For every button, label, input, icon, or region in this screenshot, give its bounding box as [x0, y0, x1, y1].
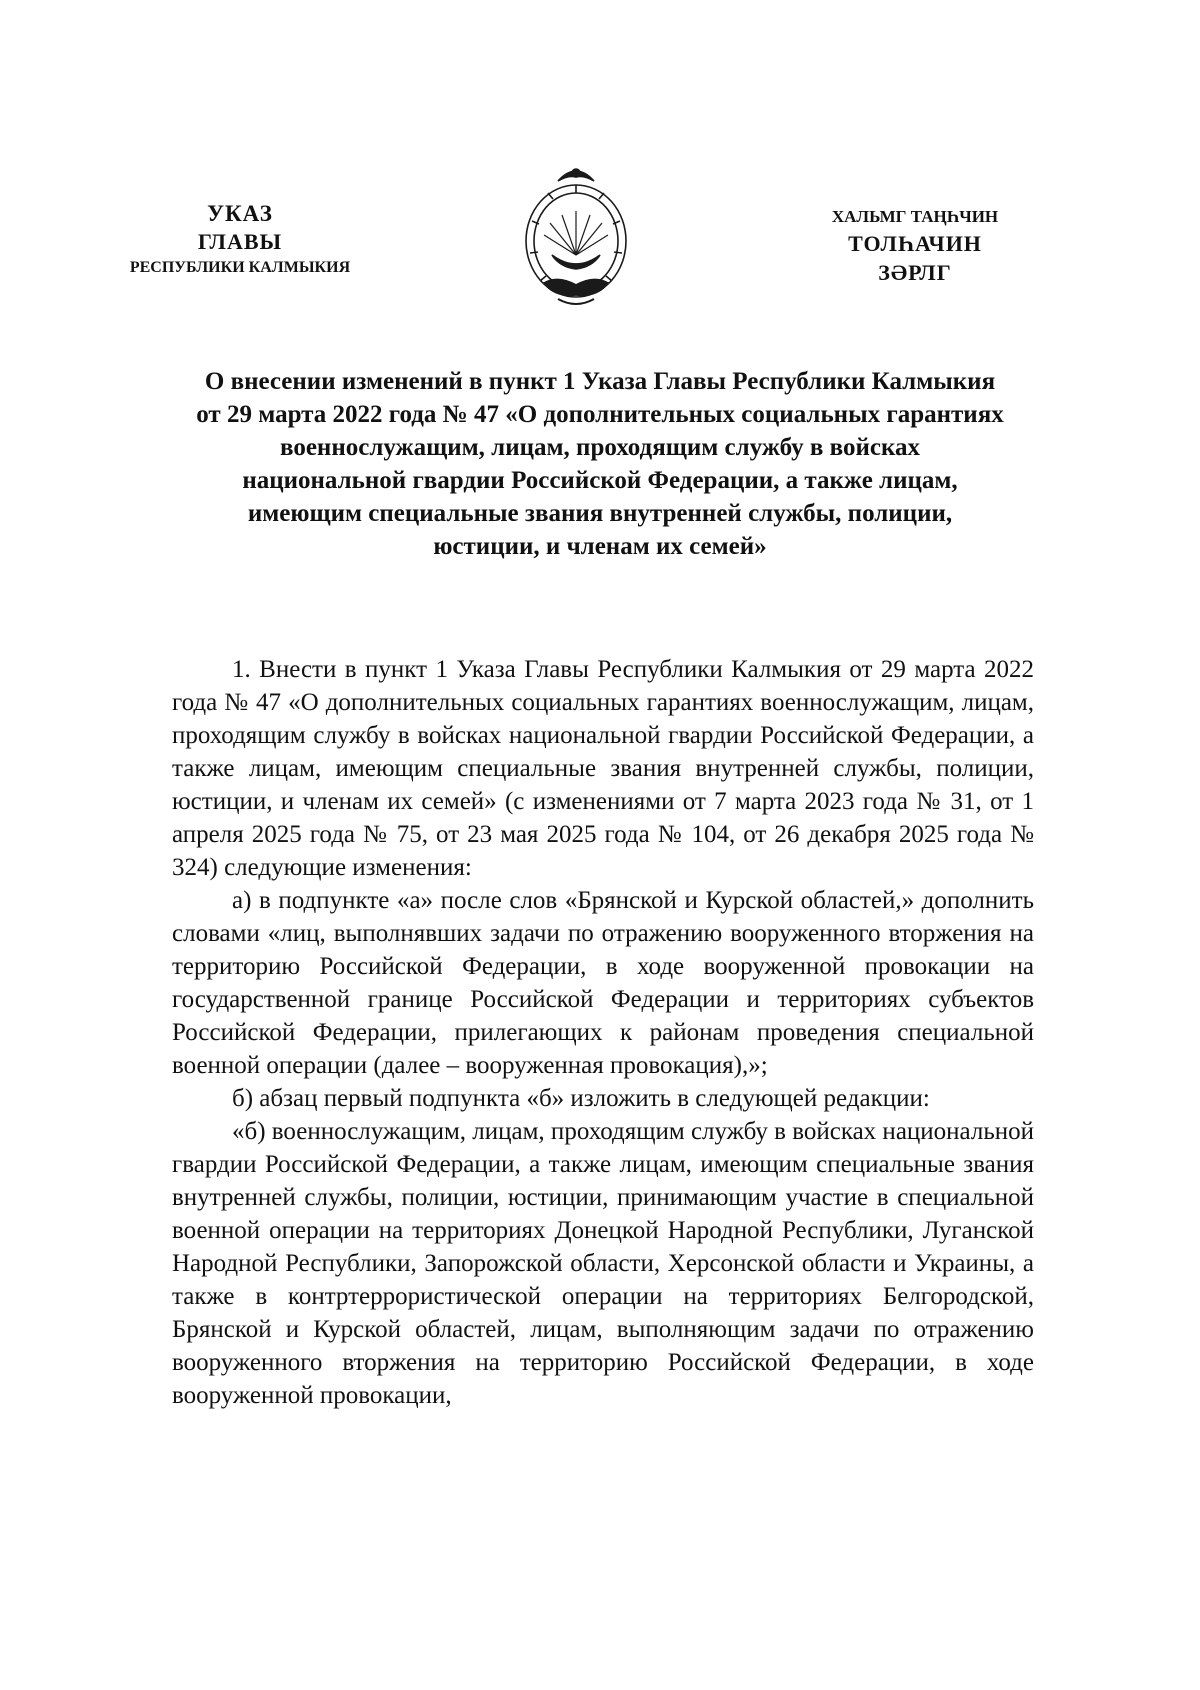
header-left-block: [100, 200, 380, 280]
paragraph-1: 1. Внести в пункт 1 Указа Главы Республики Калмыкия от 29 марта 2022 года № 47 «О дополнительных социальных гарантиях военнослужащим, лицам, проходящим службу в войсках национальной гвардии Российской Федерации, а также лицам, имеющим специальные звания внутренней службы, полиции, юстиции, и членам их семей» (с изменениями от 7 марта 2023 года № 31, от 1 апреля 2025 года № 75, от 23 мая 2025 года № 104, от 26 декабря 2025 года № 324) следующие изменения:: [172, 656, 1034, 881]
header-right-line-2: ТОЛҺАЧИН: [848, 231, 982, 256]
header-left-line-2: ГЛАВЫ: [197, 229, 283, 254]
paragraph-b: б) абзац первый подпункта «б» изложить в следующей редакции:: [232, 1085, 930, 1112]
title-line: национальной гвардии Российской Федерации, а также лицам,: [242, 467, 958, 494]
header-left-line-1: УКАЗ: [207, 201, 273, 226]
header-right-line-1: ХАЛЬМГ ТАҢҺЧИН: [831, 207, 999, 226]
emblem-of-kalmykia-icon: [518, 163, 634, 311]
title-line: военнослужащим, лицам, проходящим службу в войсках: [279, 434, 921, 461]
paragraph-b-text: «б) военнослужащим, лицам, проходящим службу в войсках национальной гвардии Российской Федерации, а также лицам, имеющим специальные звания внутренней службы, полиции, юстиции, принимающим участие в специальной военной операции на территориях Донецкой Народной Республики, Луганской Народной Республики, Запорожской области, Херсонской области и Украины, а также в контртеррористической операции на территориях Белгородской, Брянской и Курской областей, лицам, выполняющим задачи по отражению вооруженного вторжения на территорию Российской Федерации, в ходе вооруженной провокации,: [172, 1118, 1034, 1409]
paragraph-a: а) в подпункте «а» после слов «Брянской и Курской областей,» дополнить словами «лиц, выполнявших задачи по отражению вооруженного вторжения на территорию Российской Федерации, в ходе вооруженной провокации на государственной границе Российской Федерации и территориях субъектов Российской Федерации, прилегающих к районам проведения специальной военной операции (далее – вооруженная провокация),»;: [172, 887, 1034, 1079]
header-left-line-3: РЕСПУБЛИКИ КАЛМЫКИЯ: [129, 259, 351, 276]
header-right-line-3: ЗӘРЛГ: [878, 260, 952, 285]
decree-body: [172, 653, 1034, 1412]
title-line: О внесении изменений в пункт 1 Указа Главы Республики Калмыкия: [204, 368, 996, 395]
decree-title: [150, 365, 1050, 563]
title-line: юстиции, и членам их семей»: [433, 533, 767, 560]
title-line: имеющим специальные звания внутренней службы, полиции,: [247, 500, 953, 527]
header-right-block: [800, 205, 1030, 287]
title-line: от 29 марта 2022 года № 47 «О дополнительных социальных гарантиях: [196, 401, 1004, 428]
